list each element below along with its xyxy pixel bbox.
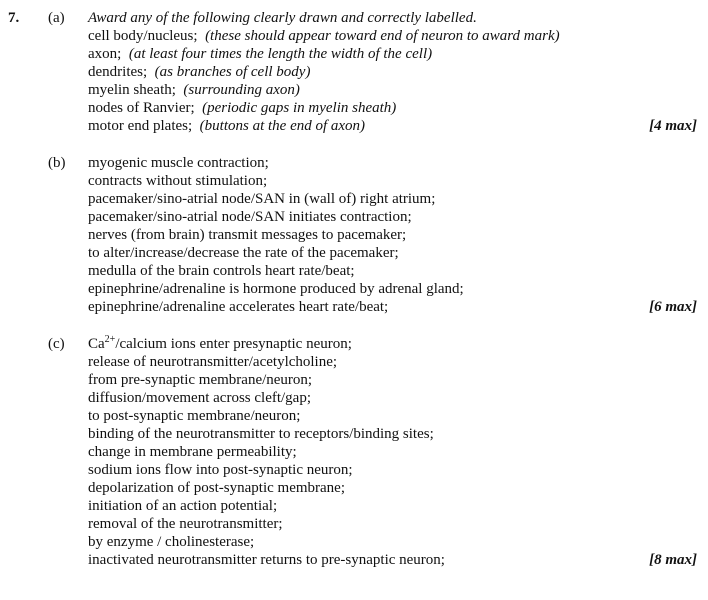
answer-text: Ca (88, 336, 105, 352)
answer-text: /calcium ions enter presynaptic neuron; (115, 336, 352, 352)
answer-text: dendrites; (88, 64, 155, 80)
answer-line (88, 353, 616, 371)
part-label: (c) (48, 336, 65, 352)
answer-text: pacemaker/sino-atrial node/SAN initiates contraction; (88, 209, 412, 225)
answer-line (88, 515, 616, 533)
answer-line (88, 117, 616, 135)
answer-line (88, 63, 616, 81)
part-b (0, 154, 708, 316)
answer-line (88, 262, 616, 280)
answer-line (88, 533, 616, 551)
answer-text: motor end plates; (88, 118, 200, 134)
answer-line (88, 280, 616, 298)
answer-line (88, 298, 616, 316)
part-a (0, 9, 708, 135)
answer-line (88, 9, 616, 27)
answer-text: cell body/nucleus; (88, 28, 206, 44)
answer-text: inactivated neurotransmitter returns to pre-synaptic neuron; (88, 552, 445, 568)
marks-total: [6 max] (649, 299, 697, 315)
answer-line (88, 425, 616, 443)
answer-text: medulla of the brain controls heart rate/beat; (88, 263, 355, 279)
answer-text: epinephrine/adrenaline is hormone produced by adrenal gland; (88, 281, 464, 297)
answer-line (88, 389, 616, 407)
answer-text: (these should appear toward end of neuron to award mark) (205, 28, 560, 44)
answer-text: depolarization of post-synaptic membrane; (88, 480, 345, 496)
answer-text: (surrounding axon) (183, 82, 300, 98)
answer-text: (buttons at the end of axon) (199, 118, 366, 134)
answer-text: Award any of the following clearly drawn and correctly labelled. (88, 10, 477, 26)
answer-line (88, 208, 616, 226)
answer-line (88, 226, 616, 244)
answer-line (88, 190, 616, 208)
answer-text: (as branches of cell body) (154, 64, 311, 80)
superscript-text: 2+ (104, 334, 116, 345)
answer-text: change in membrane permeability; (88, 444, 297, 460)
answer-line (88, 81, 616, 99)
answer-line (88, 551, 616, 569)
answer-text: to post-synaptic membrane/neuron; (88, 408, 301, 424)
answer-text: axon; (88, 46, 129, 62)
answer-line (88, 479, 616, 497)
answer-text: pacemaker/sino-atrial node/SAN in (wall of) right atrium; (88, 191, 436, 207)
answer-text: binding of the neurotransmitter to receptors/binding sites; (88, 426, 434, 442)
question-number: 7. (8, 10, 20, 26)
answer-text: nodes of Ranvier; (88, 100, 203, 116)
answer-line (88, 27, 616, 45)
part-label: (b) (48, 155, 66, 171)
answer-text: sodium ions flow into post-synaptic neuron; (88, 462, 353, 478)
answer-text: by enzyme / cholinesterase; (88, 534, 255, 550)
answer-text: (periodic gaps in myelin sheath) (202, 100, 397, 116)
marks-total: [4 max] (649, 118, 697, 134)
answer-line (88, 154, 616, 172)
answer-line (88, 407, 616, 425)
answer-line (88, 99, 616, 117)
answer-line (88, 172, 616, 190)
answer-text: myogenic muscle contraction; (88, 155, 269, 171)
answer-text: from pre-synaptic membrane/neuron; (88, 372, 313, 388)
answer-text: (at least four times the length the width of the cell) (128, 46, 433, 62)
parts-container (0, 9, 708, 569)
part-label: (a) (48, 10, 65, 26)
answer-text: release of neurotransmitter/acetylcholine; (88, 354, 338, 370)
answer-line (88, 371, 616, 389)
answer-line (88, 461, 616, 479)
answer-text: initiation of an action potential; (88, 498, 278, 514)
marks-total: [8 max] (649, 552, 697, 568)
part-c (0, 335, 708, 569)
answer-line (88, 45, 616, 63)
answer-text: to alter/increase/decrease the rate of the pacemaker; (88, 245, 399, 261)
answer-line (88, 497, 616, 515)
answer-line (88, 443, 616, 461)
answer-text: nerves (from brain) transmit messages to pacemaker; (88, 227, 407, 243)
answer-text: contracts without stimulation; (88, 173, 268, 189)
answer-line (88, 335, 616, 353)
answer-text: myelin sheath; (88, 82, 184, 98)
answer-text: removal of the neurotransmitter; (88, 516, 283, 532)
answer-line (88, 244, 616, 262)
answer-text: epinephrine/adrenaline accelerates heart rate/beat; (88, 299, 389, 315)
answer-text: diffusion/movement across cleft/gap; (88, 390, 312, 406)
